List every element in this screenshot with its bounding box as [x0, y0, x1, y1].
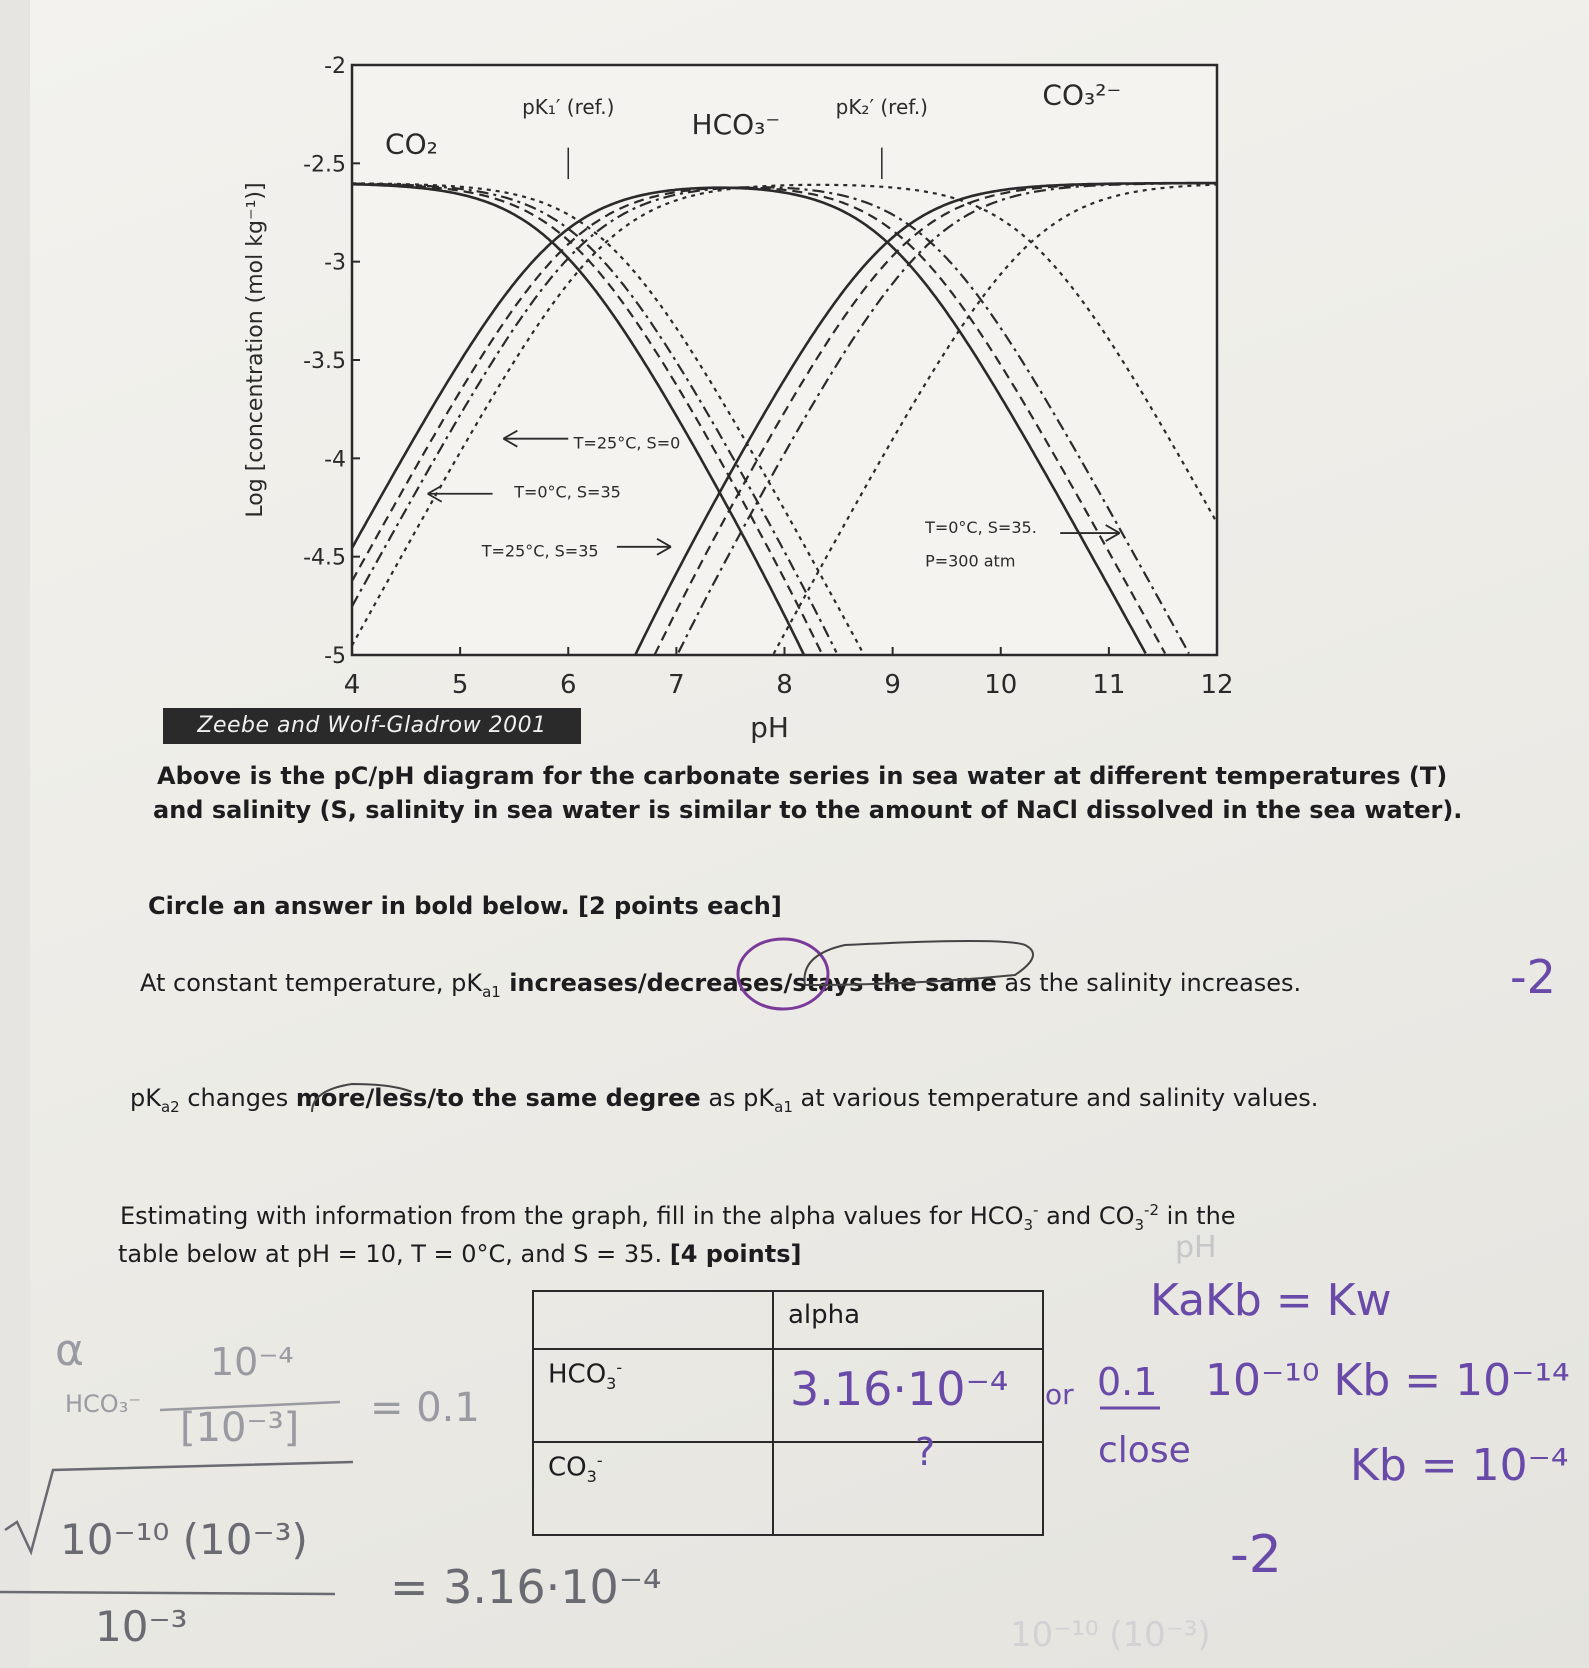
- instruction: Circle an answer in bold below. [2 points each]: [148, 892, 782, 920]
- hw-faint-ph: pH: [1175, 1230, 1217, 1265]
- q2-changes: changes: [179, 1084, 296, 1112]
- hw-point-one: 0.1: [1097, 1360, 1158, 1404]
- hco3-sub: 3: [606, 1373, 617, 1393]
- hw-close: close: [1098, 1430, 1191, 1471]
- table-row: [533, 1442, 1043, 1535]
- y-tick-label: -3.5: [303, 349, 346, 374]
- hw-alpha-symbol: α: [55, 1325, 85, 1376]
- table-corner-cell: [533, 1291, 773, 1349]
- q1-suffix: as the salinity increases.: [996, 969, 1302, 997]
- condition-annotation: T=0°C, S=35.: [925, 518, 1037, 538]
- co3-label: [533, 1442, 773, 1535]
- hw-or: or: [1045, 1378, 1074, 1411]
- q2-suffix: at various temperature and salinity values.: [792, 1084, 1319, 1112]
- q3-conditions: table below at pH = 10, T = 0°C, and S = 35.: [118, 1240, 670, 1268]
- x-tick-label: 5: [451, 670, 469, 700]
- y-tick-label: -2: [324, 54, 346, 79]
- table-header-row: [533, 1291, 1043, 1349]
- hw-kakb: KaKb = Kw: [1150, 1275, 1392, 1326]
- question-1: [140, 965, 1301, 1010]
- q3-text-a: Estimating with information from the graph, fill in the alpha values for HCO: [120, 1202, 1024, 1230]
- y-tick-label: -5: [324, 644, 346, 669]
- pc-ph-diagram: [0, 0, 1589, 760]
- x-tick-label: 9: [884, 670, 901, 700]
- q3-text-c: in the: [1159, 1202, 1236, 1230]
- species-label: CO₃²⁻: [1042, 78, 1122, 112]
- condition-annotation: T=0°C, S=35: [514, 482, 621, 502]
- q3-points: [4 points]: [669, 1240, 802, 1268]
- hw-frac-denominator: [10⁻³]: [180, 1405, 300, 1451]
- q3-sub-2: 3: [1134, 1215, 1145, 1234]
- x-tick-label: 12: [1200, 670, 1234, 700]
- hco3-label-text: HCO: [548, 1359, 607, 1390]
- intro-line-1: Above is the pC/pH diagram for the carbonate series in sea water at different temperatures (T): [157, 762, 1448, 790]
- alpha-header: alpha: [773, 1291, 1043, 1349]
- q3-text-b: and CO: [1038, 1202, 1135, 1230]
- co3-label-text: CO: [548, 1452, 587, 1483]
- ref-label: pK₂′ (ref.): [835, 95, 928, 120]
- x-tick-label: 4: [343, 670, 361, 700]
- question-2: [130, 1080, 1318, 1125]
- hw-score-1: -2: [1510, 950, 1556, 1004]
- x-tick-label: 11: [1092, 670, 1126, 700]
- q2-options[interactable]: more/less/to the same degree: [295, 1084, 701, 1112]
- q3-sub-1: 3: [1023, 1215, 1034, 1234]
- ref-label: pK₁′ (ref.): [522, 95, 615, 120]
- y-tick-label: -4.5: [303, 545, 346, 571]
- condition-annotation: T=25°C, S=0: [573, 433, 681, 453]
- hw-frac-numerator: 10⁻⁴: [210, 1340, 294, 1384]
- hw-score-2: -2: [1230, 1525, 1282, 1585]
- x-tick-label: 10: [984, 670, 1018, 700]
- hw-result: = 3.16·10⁻⁴: [390, 1560, 662, 1614]
- hw-kb-eq-2: Kb = 10⁻⁴: [1350, 1440, 1569, 1491]
- q1-subscript: a1: [482, 982, 501, 1001]
- hco3-label: [533, 1349, 773, 1442]
- condition-annotation: T=25°C, S=35: [481, 541, 599, 561]
- chart-source-credit: Zeebe and Wolf-Gladrow 2001: [163, 708, 581, 744]
- y-tick-label: -4: [324, 447, 346, 473]
- intro-line-2: and salinity (S, salinity in sea water is similar to the amount of NaCl dissolved in the sea water).: [153, 796, 1463, 824]
- hw-sqrt-expression: 10⁻¹⁰ (10⁻³): [60, 1515, 308, 1564]
- co3-sub: 3: [586, 1466, 597, 1486]
- condition-annotation: P=300 atm: [925, 551, 1016, 571]
- q1-options[interactable]: increases/decreases/stays the same: [500, 969, 997, 997]
- x-axis-label: pH: [750, 711, 789, 744]
- y-tick-label: -2.5: [303, 152, 346, 178]
- q2-as: as pK: [700, 1084, 775, 1112]
- species-label: CO₂: [385, 127, 438, 161]
- hw-faint-bottom: 10⁻¹⁰ (10⁻³): [1010, 1615, 1211, 1655]
- q3-sup-2: -2: [1144, 1201, 1160, 1219]
- hw-co3-alpha: ?: [915, 1430, 936, 1474]
- q3-sup-1: -: [1033, 1201, 1039, 1219]
- y-axis-label: Log [concentration (mol kg⁻¹)]: [243, 182, 268, 518]
- hw-alpha-subscript: HCO₃⁻: [65, 1390, 141, 1418]
- y-tick-label: -3: [324, 250, 346, 276]
- hw-hco3-alpha: 3.16·10⁻⁴: [790, 1362, 1009, 1416]
- hw-denominator: 10⁻³: [95, 1602, 188, 1651]
- species-label: HCO₃⁻: [691, 107, 781, 141]
- x-tick-label: 7: [668, 670, 685, 700]
- hco3-sup: -: [616, 1358, 623, 1377]
- hw-eq-point-one: = 0.1: [370, 1385, 480, 1431]
- q2-prefix: pK: [130, 1084, 161, 1112]
- co3-sup: -: [596, 1451, 603, 1470]
- q2-subscript-2: a1: [774, 1097, 793, 1116]
- co3-alpha-cell[interactable]: [773, 1442, 1043, 1535]
- hw-kb-eq-1: 10⁻¹⁰ Kb = 10⁻¹⁴: [1205, 1355, 1570, 1406]
- plot-frame: [352, 65, 1217, 655]
- x-tick-label: 8: [776, 670, 793, 700]
- x-tick-label: 6: [559, 670, 577, 700]
- q2-subscript: a2: [160, 1097, 180, 1116]
- question-3-line-2: [118, 1236, 801, 1272]
- q1-prefix: At constant temperature, pK: [140, 969, 483, 997]
